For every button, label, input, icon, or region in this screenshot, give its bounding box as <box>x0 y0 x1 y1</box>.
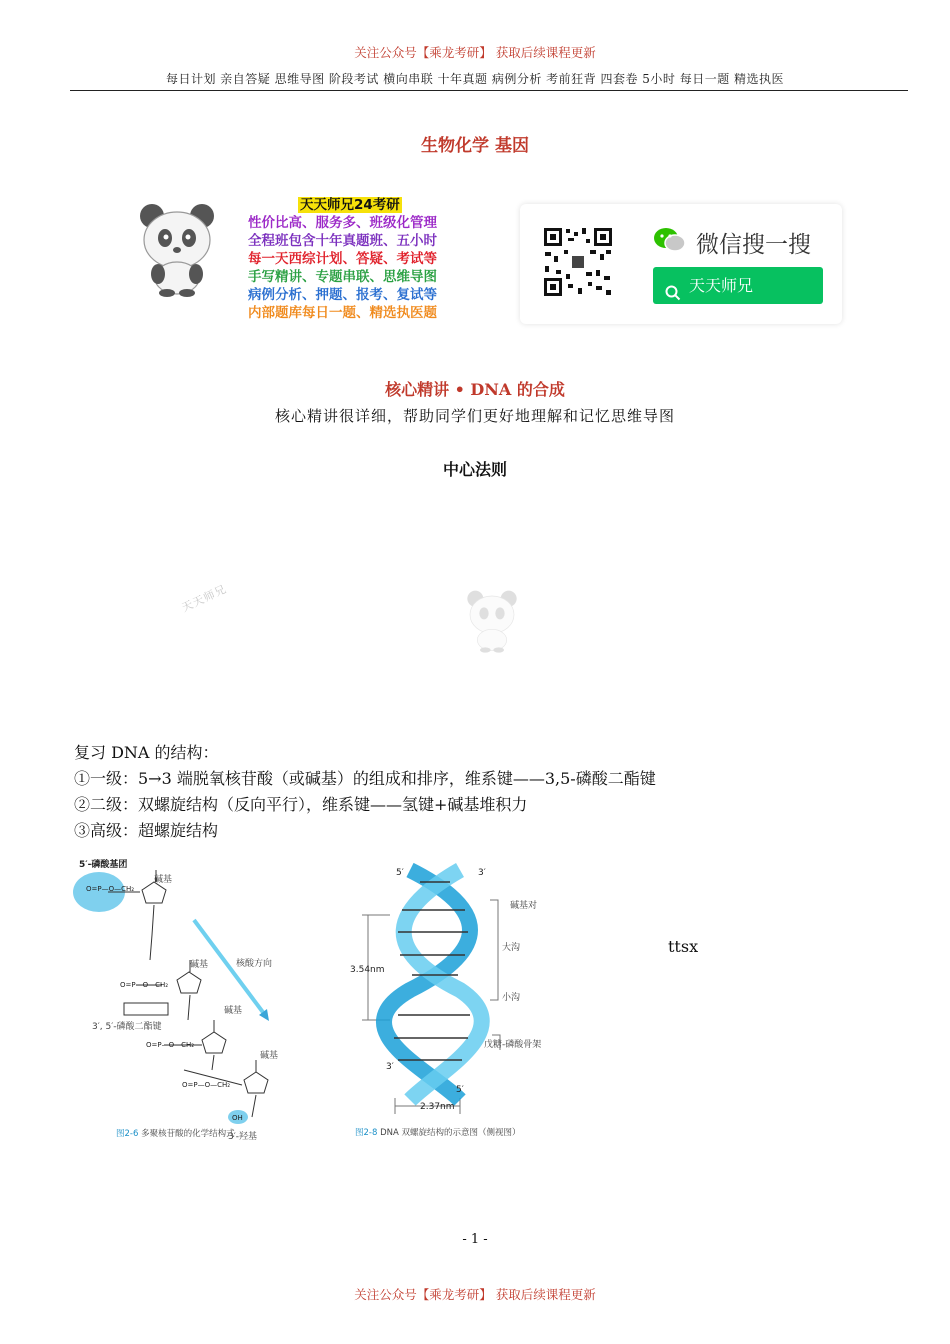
label-3-prime-top: 3′ <box>478 868 486 878</box>
banner-line: 内部题库每日一题、精选执医题 <box>248 305 437 321</box>
footer-promo: 关注公众号【乘龙考研】 获取后续课程更新 <box>354 1287 596 1302</box>
wechat-search-label: 微信搜一搜 <box>696 232 811 258</box>
dna-structure-review <box>74 740 656 844</box>
watermark-text: 天天师兄 <box>179 582 229 615</box>
banner-line: 病例分析、押题、报考、复试等 <box>248 287 437 303</box>
banner-promo-text <box>248 196 463 322</box>
label-base: 碱基 <box>154 875 173 885</box>
section-title: 核心精讲 • DNA 的合成 <box>385 380 565 399</box>
caption-number: 图2-8 <box>355 1128 378 1138</box>
label-phosphate: 5′-磷酸基团 <box>79 860 128 870</box>
qr-code-icon[interactable] <box>542 226 614 298</box>
banner-line: 性价比高、服务多、班级化管理 <box>248 215 437 231</box>
svg-text:O=P—O—CH₂: O=P—O—CH₂ <box>146 1041 195 1049</box>
figure-polynucleotide <box>72 855 292 1145</box>
wechat-search-card <box>520 204 842 324</box>
label-backbone: 戊糖-磷酸骨架 <box>484 1040 542 1050</box>
review-line-primary: ①一级：5→3 端脱氧核苷酸（或碱基）的组成和排序，维系键——3,5-磷酸二酯键 <box>74 769 656 788</box>
page-number: - 1 - <box>462 1232 488 1247</box>
search-icon <box>665 277 679 291</box>
figure-double-helix <box>350 860 560 1145</box>
label-3-hydroxyl: 3′-羟基 <box>228 1132 258 1142</box>
svg-text:O=P—O—CH₂: O=P—O—CH₂ <box>120 981 169 989</box>
label-major-groove: 大沟 <box>502 943 521 953</box>
figure-caption-left <box>116 1127 235 1139</box>
label-5-prime-top: 5′ <box>396 868 404 878</box>
wechat-logo-icon <box>653 226 687 254</box>
section-subtitle: 核心精讲很详细，帮助同学们更好地理解和记忆思维导图 <box>274 407 675 425</box>
svg-text:O=P—O—CH₂: O=P—O—CH₂ <box>86 885 135 893</box>
label-width: 2.37nm <box>420 1102 455 1112</box>
banner-line: 全程班包含十年真题班、五小时 <box>248 233 437 249</box>
page-title: 生物化学 基因 <box>421 136 529 156</box>
center-law-heading: 中心法则 <box>442 460 507 479</box>
svg-text:OH: OH <box>232 1114 243 1122</box>
ttsx-mark: ttsx <box>668 937 699 956</box>
banner-line: 手写精讲、专题串联、思维导图 <box>248 269 437 285</box>
review-heading: 复习 DNA 的结构： <box>74 743 219 762</box>
panda-mascot-icon <box>132 198 222 298</box>
header-divider <box>70 90 908 91</box>
header-feature-list: 每日计划 亲自答疑 思维导图 阶段考试 横向串联 十年真题 病例分析 考前狂背 四套卷 5小时 每日一题 精选执医 <box>165 72 785 86</box>
watermark-panda-icon <box>462 585 522 659</box>
caption-text: 多聚核苷酸的化学结构式 <box>141 1129 235 1139</box>
svg-text:O=P—O—CH₂: O=P—O—CH₂ <box>182 1081 231 1089</box>
label-pitch: 3.54nm <box>350 965 385 975</box>
label-base-pair: 碱基对 <box>510 901 538 911</box>
label-3-prime-bottom: 3′ <box>386 1062 394 1072</box>
label-base: 碱基 <box>224 1006 243 1016</box>
banner-line: 每一天西综计划、答疑、考试等 <box>248 251 437 267</box>
caption-number: 图2-6 <box>116 1129 139 1139</box>
label-base: 碱基 <box>260 1051 279 1061</box>
label-phosphodiester-bond: 3′, 5′-磷酸二酯键 <box>92 1022 162 1032</box>
review-line-tertiary: ③高级：超螺旋结构 <box>74 821 219 840</box>
review-line-secondary: ②二级：双螺旋结构（反向平行），维系键——氢键+碱基堆积力 <box>74 795 528 814</box>
banner-heading: 天天师兄24考研 <box>300 197 400 213</box>
wechat-search-query: 天天师兄 <box>689 276 754 295</box>
label-5-prime-bottom: 5′ <box>456 1085 464 1095</box>
caption-text: DNA 双螺旋结构的示意图（侧视图） <box>380 1128 521 1138</box>
figure-caption-right <box>355 1126 521 1138</box>
wechat-search-box[interactable] <box>653 267 823 304</box>
label-minor-groove: 小沟 <box>502 993 521 1003</box>
label-base: 碱基 <box>190 960 209 970</box>
header-promo: 关注公众号【乘龙考研】 获取后续课程更新 <box>354 45 596 60</box>
label-direction: 核酸方向 <box>236 959 273 969</box>
